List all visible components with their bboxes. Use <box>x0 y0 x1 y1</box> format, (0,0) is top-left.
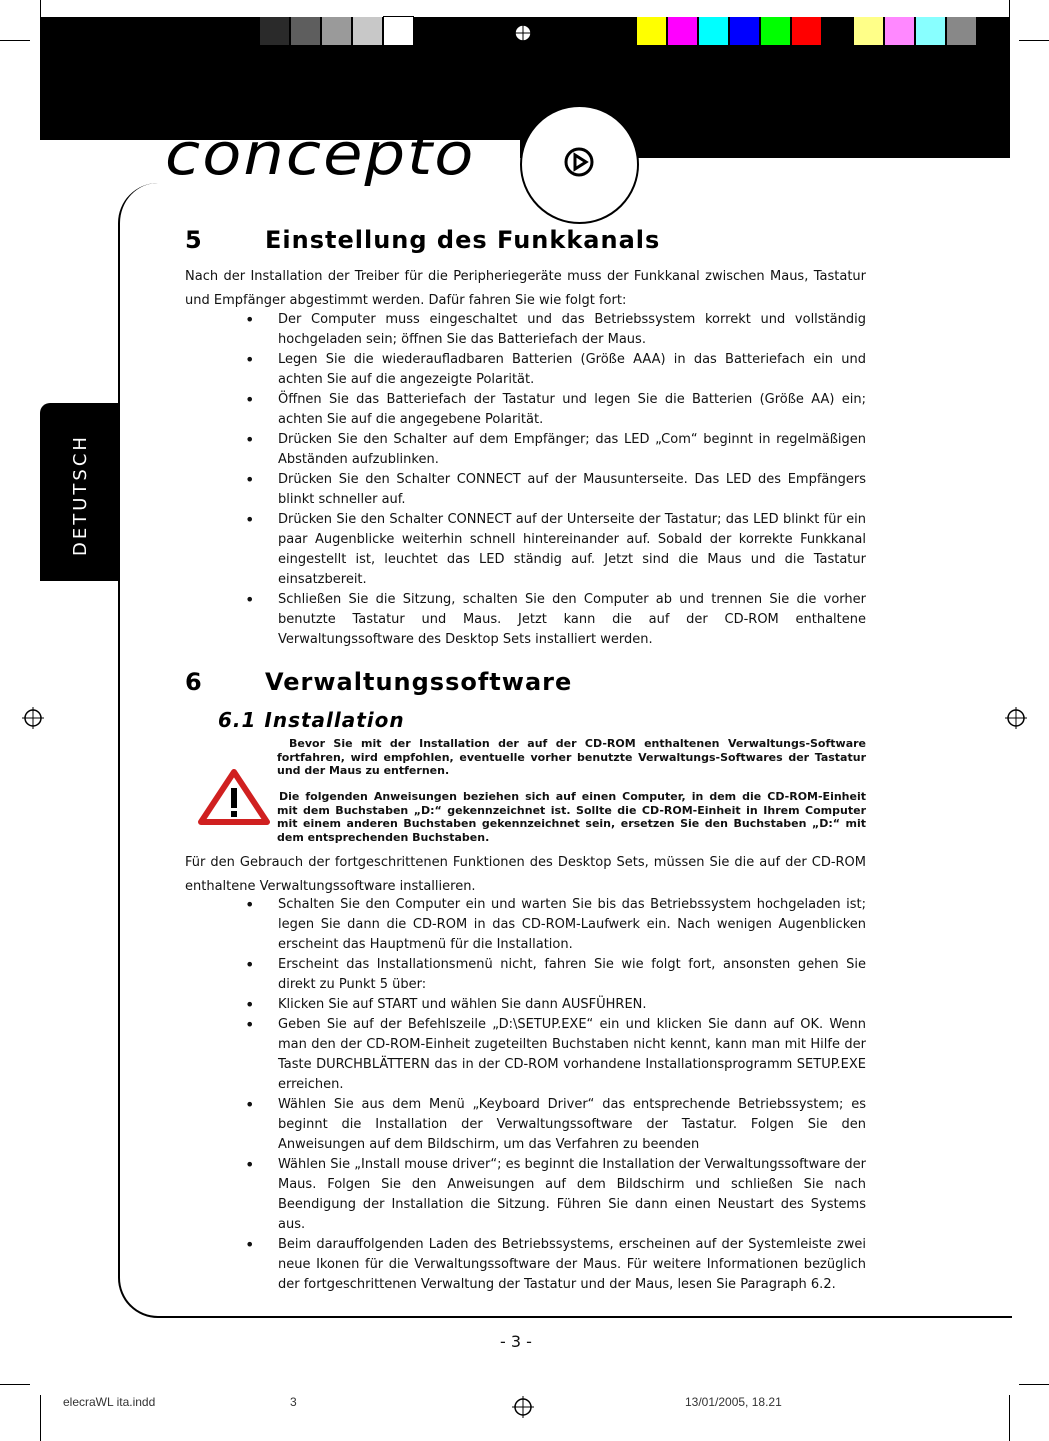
color-swatch <box>854 17 883 45</box>
color-swatch <box>699 17 728 45</box>
list-item: • Schalten Sie den Computer ein und warten Sie bis das Betriebssystem hochgeladen ist; legen Sie dann die CD-ROM in das CD-ROM-Laufwerk ein. Nach wenigen Augenblicken erscheint das Hauptmenü für die Installation. <box>245 895 866 955</box>
section-title: Einstellung des Funkkanals <box>265 226 661 254</box>
color-swatch <box>322 17 351 45</box>
registration-mark-icon <box>512 22 534 44</box>
subsection-heading: 6.1 Installation <box>218 708 405 732</box>
section-5-bullets <box>245 310 866 650</box>
section-5-heading <box>185 226 660 254</box>
color-swatch <box>353 17 382 45</box>
slug-page: 3 <box>290 1395 297 1409</box>
warning-note: Bevor Sie mit der Installation der auf der CD-ROM enthaltenen Verwaltungs-Software fortfahren, wird empfohlen, eventuelle vorher benutzte Verwaltungs-Softwares der Tastatur und der Maus zu entfernen. <box>277 737 866 777</box>
color-swatch <box>730 17 759 45</box>
section-6-heading <box>185 668 572 696</box>
list-item: • Drücken Sie den Schalter auf dem Empfänger; das LED „Com“ beginnt in regelmäßigen Abständen aufzublinken. <box>245 430 866 470</box>
color-swatch <box>823 17 852 45</box>
warning-icon <box>197 768 271 826</box>
list-item: • Der Computer muss eingeschaltet und das Betriebssystem korrekt und vollständig hochgeladen sein; öffnen Sie das Batteriefach der Maus. <box>245 310 866 350</box>
section-5-intro: Nach der Installation der Treiber für die Peripheriegeräte muss der Funkkanal zwischen Maus, Tastatur und Empfänger abgestimmt werden. Dafür fahren Sie wie folgt fort: <box>185 269 866 308</box>
list-item: • Drücken Sie den Schalter CONNECT auf der Unterseite der Tastatur; das LED blinkt für ein paar Augenblicke weiterhin schnell hintereinander auf. Sobald der korrekte Funkkanal eingestellt ist, leuchtet das LED ständig auf. Jetzt sind die Maus und die Tastatur einsatzbereit. <box>245 510 866 590</box>
color-swatch <box>885 17 914 45</box>
list-item: • Klicken Sie auf START und wählen Sie dann AUSFÜHREN. <box>245 995 866 1015</box>
crop-mark <box>1019 1384 1049 1385</box>
warning-note: Die folgenden Anweisungen beziehen sich auf einen Computer, in dem die CD-ROM-Einheit mit dem Buchstaben „D:“ gekennzeichnet ist. Sollte die CD-ROM-Einheit in Ihrem Computer mit einem anderen Buchstaben gekennzeichnet sein, ersetzen Sie den Buchstaben „D:“ mit dem entsprechenden Buchstaben. <box>277 790 866 844</box>
page-number: - 3 - <box>500 1332 532 1351</box>
list-item: • Öffnen Sie das Batteriefach der Tastatur und legen Sie die Batterien (Größe AA) ein; achten Sie auf die angegebene Polarität. <box>245 390 866 430</box>
registration-mark-icon <box>1005 707 1027 729</box>
color-swatch <box>792 17 821 45</box>
crop-mark <box>1009 1395 1010 1441</box>
list-item: • Legen Sie die wiederaufladbaren Batterien (Größe AAA) in das Batteriefach ein und achten Sie auf die angezeigte Polarität. <box>245 350 866 390</box>
play-icon <box>564 147 594 177</box>
color-swatch <box>637 17 666 45</box>
section-number: 6 <box>185 668 203 696</box>
color-swatch <box>668 17 697 45</box>
slug-filename: elecraWL ita.indd <box>63 1395 156 1409</box>
list-item: • Beim darauffolgenden Laden des Betriebssystems, erscheinen auf der Systemleiste zwei neue Ikonen für die Verwaltungssoftware der Maus. Für weitere Informationen bezüglich der fortgeschrittenen Verwaltung der Tastatur und der Maus, lesen Sie Paragraph 6.2. <box>245 1235 866 1295</box>
list-item: • Wählen Sie aus dem Menü „Keyboard Driver“ das entsprechende Betriebssystem; es beginnt die Installation der Verwaltungssoftware der Tastatur. Folgen Sie den Anweisungen auf dem Bildschirm, um das Verfahren zu beenden <box>245 1095 866 1155</box>
section-title: Verwaltungssoftware <box>265 668 573 696</box>
crop-mark <box>1019 40 1049 41</box>
color-swatch <box>291 17 320 45</box>
brand-logo: concepto <box>165 121 476 189</box>
crop-mark <box>40 1395 41 1441</box>
color-swatch <box>947 17 976 45</box>
section-6-bullets <box>245 895 866 1295</box>
list-item: • Drücken Sie den Schalter CONNECT auf der Mausunterseite. Das LED des Empfängers blinkt schneller auf. <box>245 470 866 510</box>
slug-date: 13/01/2005, 18.21 <box>685 1395 782 1409</box>
color-swatch <box>761 17 790 45</box>
color-swatch <box>260 17 289 45</box>
section-number: 5 <box>185 226 203 254</box>
registration-mark-icon <box>22 707 44 729</box>
section-6-intro: Für den Gebrauch der fortgeschrittenen Funktionen des Desktop Sets, müssen Sie die auf der CD-ROM enthaltene Verwaltungssoftware installieren. <box>185 855 866 894</box>
crop-mark <box>0 40 30 41</box>
crop-mark <box>0 1384 30 1385</box>
language-tab-label: DETUTSCH <box>70 434 91 556</box>
color-swatch <box>384 17 413 45</box>
list-item: • Schließen Sie die Sitzung, schalten Sie den Computer ab und trennen Sie die vorher benutzte Tastatur und Maus. Jetzt kann die auf der CD-ROM enthaltene Verwaltungssoftware des Desktop Sets installiert werden. <box>245 590 866 650</box>
color-swatch <box>916 17 945 45</box>
list-item: • Erscheint das Installationsmenü nicht, fahren Sie wie folgt fort, ansonsten gehen Sie direkt zu Punkt 5 über: <box>245 955 866 995</box>
list-item: • Geben Sie auf der Befehlszeile „D:\SETUP.EXE“ ein und klicken Sie dann auf OK. Wenn man den der CD-ROM-Einheit zugeteilten Buchstaben nicht kennt, kann man mit Hilfe der Taste DURCHBLÄTTERN das in der CD-ROM vorhandene Installationsprogramm SETUP.EXE erreichen. <box>245 1015 866 1095</box>
list-item: • Wählen Sie „Install mouse driver“; es beginnt die Installation der Verwaltungssoftware der Maus. Folgen Sie den Anweisungen auf dem Bildschirm und schließen Sie nach Beendigung der Installation die Sitzung. Führen Sie dann einen Neustart des Systems aus. <box>245 1155 866 1235</box>
registration-mark-icon <box>512 1396 534 1418</box>
